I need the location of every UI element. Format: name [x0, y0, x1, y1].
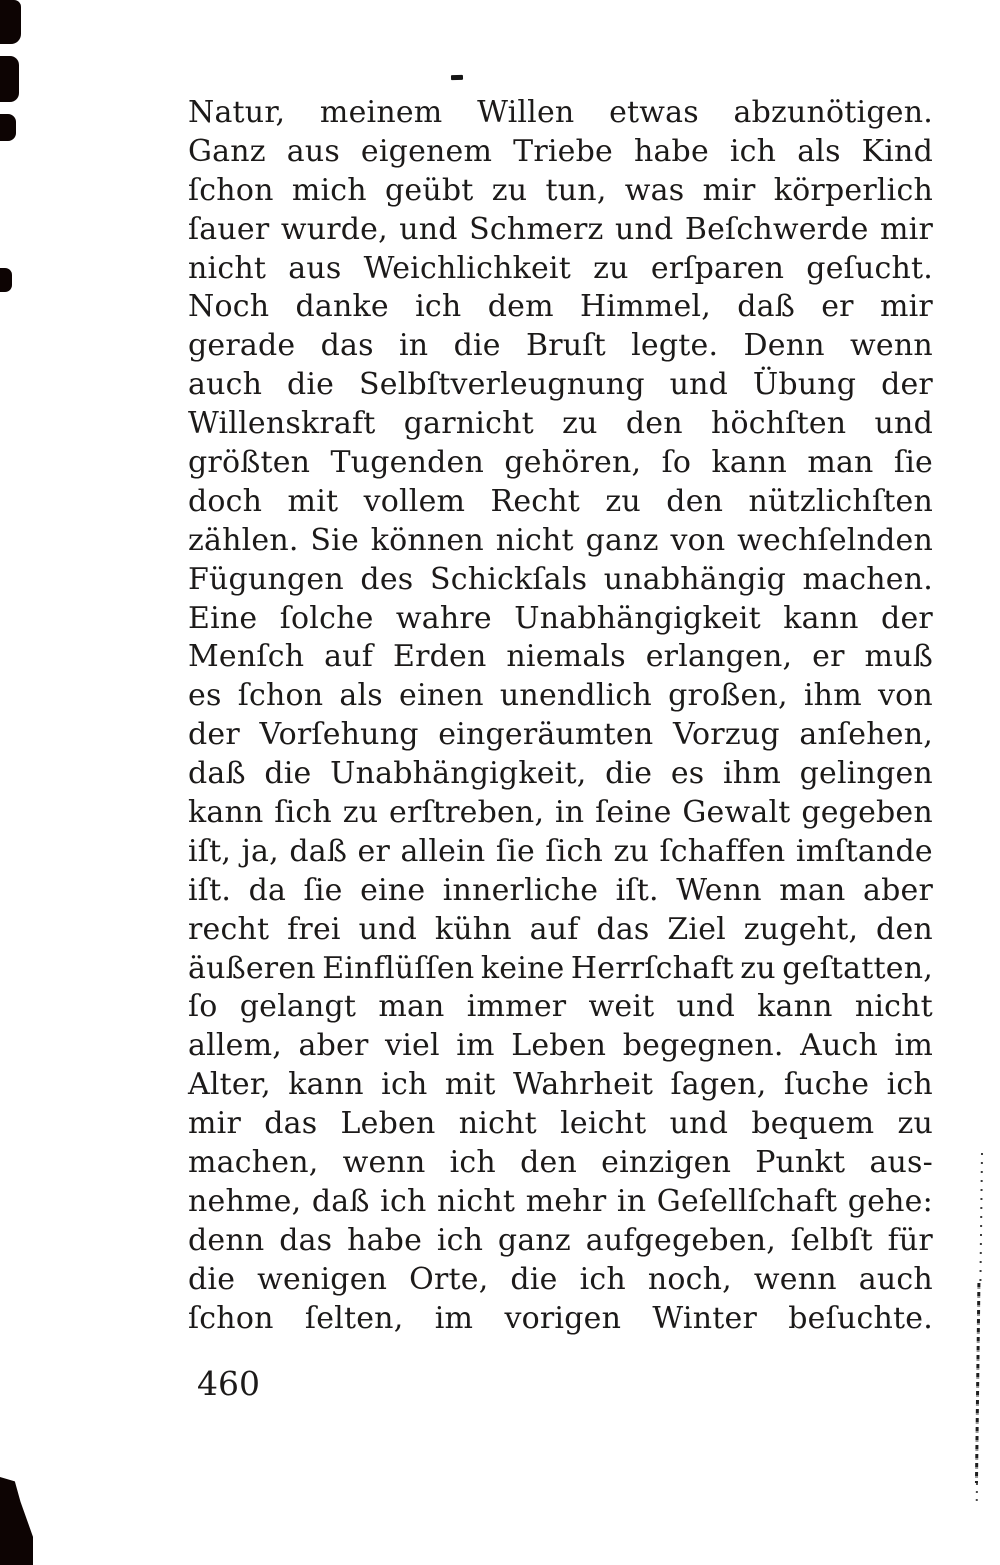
scan-scratch-dense-segment: [975, 1283, 980, 1483]
text-line: daß die Unabhängigkeit, die es ihm gelingen: [188, 756, 933, 792]
text-line: recht frei und kühn auf das Ziel zugeht, den: [188, 911, 933, 947]
text-line: Ganz aus eigenem Triebe habe ich als Kind: [188, 133, 933, 169]
text-line: die wenigen Orte, die ich noch, wenn auch: [188, 1261, 933, 1297]
page-number: 460: [197, 1364, 260, 1403]
text-line: äußeren Einflüſſen keine Herrſchaft zu geſtatten,: [188, 950, 933, 986]
text-line: ſchon ſelten, im vorigen Winter beſuchte.: [188, 1300, 933, 1336]
text-line: ſchon mich geübt zu tun, was mir körperlich: [188, 172, 933, 208]
text-line: Menſch auf Erden niemals erlangen, er muß: [188, 639, 933, 675]
scan-edge-mark-bottom-corner: [0, 1477, 33, 1565]
scan-scratch-line: [975, 1153, 983, 1505]
text-line: es ſchon als einen unendlich großen, ihm von: [188, 678, 933, 714]
text-line: Eine ſolche wahre Unabhängigkeit kann der: [188, 600, 933, 636]
text-line: nehme, daß ich nicht mehr in Geſellſchaft gehe:: [188, 1183, 933, 1219]
text-line: Alter, kann ich mit Wahrheit ſagen, ſuche ich: [188, 1067, 933, 1103]
text-line: Willenskraft garnicht zu den höchſten und: [188, 406, 933, 442]
text-line: allem, aber viel im Leben begegnen. Auch im: [188, 1028, 933, 1064]
text-line: der Vorſehung eingeräumten Vorzug anſehen,: [188, 717, 933, 753]
text-line: iſt. da ſie eine innerliche iſt. Wenn man aber: [188, 872, 933, 908]
text-line: zählen. Sie können nicht ganz von wechſelnden: [188, 522, 933, 558]
text-line: auch die Selbſtverleugnung und Übung der: [188, 367, 933, 403]
text-line: Noch danke ich dem Himmel, daß er mir: [188, 289, 933, 325]
scan-scratch-sparse-segment: [979, 1153, 983, 1283]
text-line: doch mit vollem Recht zu den nützlichſten: [188, 483, 933, 519]
text-line: Natur, meinem Willen etwas abzunötigen.: [188, 95, 933, 130]
text-line: denn das habe ich ganz aufgegeben, ſelbſt für: [188, 1222, 933, 1258]
ink-dash-artifact: [451, 75, 463, 80]
text-line: iſt, ja, daß er allein ſie ſich zu ſchaffen imſtande: [188, 833, 933, 869]
text-line: nicht aus Weichlichkeit zu erſparen geſucht.: [188, 250, 933, 286]
text-line: kann ſich zu erſtreben, in ſeine Gewalt gegeben: [188, 795, 933, 831]
scan-edge-mark-top-3: [0, 114, 16, 141]
text-line: größten Tugenden gehören, ſo kann man ſie: [188, 445, 933, 481]
text-line: ſauer wurde, und Schmerz und Beſchwerde mir: [188, 211, 933, 247]
scan-edge-mark-top-2: [0, 56, 19, 102]
text-line: ſo gelangt man immer weit und kann nicht: [188, 989, 933, 1025]
scan-scratch-tail-segment: [976, 1483, 978, 1505]
text-line: gerade das in die Bruſt legte. Denn wenn: [188, 328, 933, 364]
text-line: mir das Leben nicht leicht und bequem zu: [188, 1106, 933, 1142]
text-line: machen, wenn ich den einzigen Punkt aus-: [188, 1145, 933, 1181]
scan-edge-mark-mid: [0, 268, 12, 292]
scan-edge-mark-top-1: [0, 0, 21, 44]
page-text-block: [188, 94, 933, 1339]
text-line: Fügungen des Schickſals unabhängig machen.: [188, 561, 933, 597]
